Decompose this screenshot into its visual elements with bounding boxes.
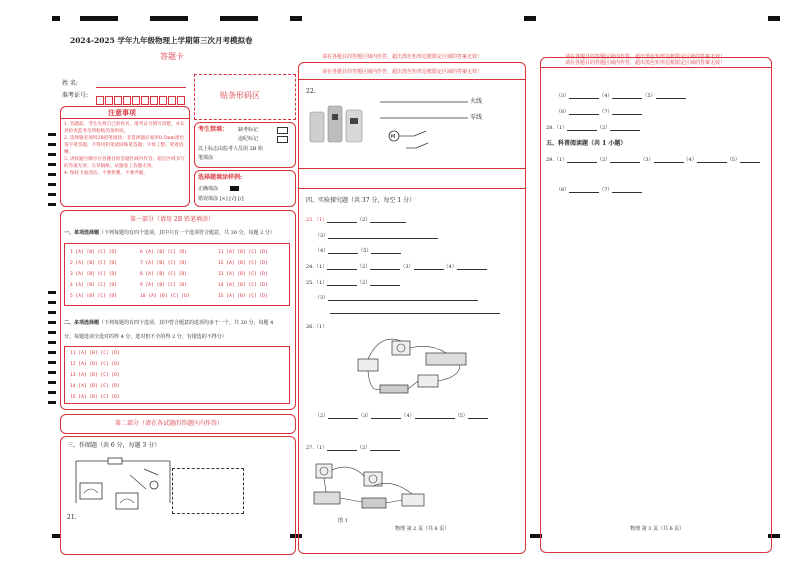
fill-example-title: 选择题填涂样例: — [198, 174, 243, 181]
answer-row[interactable]: 1 [A] [B] [C] [D] — [70, 250, 118, 255]
notes-item: 2. 选择题必须用2B铅笔填涂；非选择题必须用0.5mm黑色签字笔答题，不得用铅笔或圆珠笔答题；字体工整、笔迹清晰。 — [64, 136, 185, 155]
sheet-title: 2024-2025 学年九年级物理上学期第三次月考模拟卷 — [70, 36, 253, 45]
q22-label: 22. — [306, 88, 316, 95]
answer-row[interactable]: 14 [A] [B] [C] [D] — [70, 384, 120, 389]
name-field[interactable] — [96, 87, 186, 88]
answer-row[interactable]: 9 [A] [B] [C] [D] — [140, 283, 188, 288]
circuit-diagram-20 — [74, 455, 174, 513]
warning-text: 请在各题目的答题区域内作答，超出黑色矩形边框限定区域的答案无效！ — [565, 54, 726, 60]
id-label: 准考证号: — [62, 92, 89, 99]
absent-label: 缺考标记 — [238, 127, 259, 133]
answer-row[interactable]: 14 [A] [B] [C] [D] — [218, 283, 268, 288]
barcode-label: 贴条形码区 — [220, 91, 260, 100]
answer-line-25[interactable] — [330, 313, 500, 314]
warning-text: 请在各题目的答题区域内作答，超出黑色矩形边框限定区域的答案无效！ — [565, 60, 726, 66]
answer-row[interactable]: 2 [A] [B] [C] [D] — [70, 261, 118, 266]
socket-photo — [306, 100, 370, 152]
q21-label: 21. — [67, 514, 77, 521]
single-col-1[interactable] — [70, 247, 117, 302]
answer-line-27-cont[interactable]: （6） （7） — [556, 108, 642, 115]
live-wire-label: 火线 — [470, 98, 483, 105]
answer-line-29[interactable]: （6） （7） — [556, 186, 642, 193]
answer-line-26[interactable]: （2） （3） （4） （5） — [315, 412, 488, 419]
answer-line-25[interactable]: 25.（1） （2） — [306, 279, 400, 286]
drawing-title: 三、作图题（共 6 分，每题 3 分） — [67, 442, 161, 449]
single-choice-desc: （下列每题均有四个选项，其中只有一个选项符合题意，共 30 分，每题 2 分） — [99, 230, 275, 236]
q26-label: 26.（1） — [306, 324, 328, 330]
answer-line-24[interactable]: 24.（1） （2） （3） （4） — [306, 263, 487, 270]
figure-caption: 图 1 — [338, 518, 348, 524]
experiment-circuit-26 — [350, 333, 476, 401]
answer-line-25[interactable]: （3） — [315, 294, 478, 301]
multi-choice-desc: （下列每题均有四个选项，其中符合题意的选项均多于一个。共 20 分，每题 4 — [99, 320, 274, 326]
violation-label: 违纪标记 — [238, 136, 259, 142]
drawing-answer-box[interactable] — [172, 468, 244, 514]
single-choice-title: 一、单项选择题 — [64, 230, 100, 236]
answer-row[interactable]: 10 [A] [B] [C] [D] — [140, 294, 190, 299]
neutral-wire-label: 零线 — [470, 114, 483, 121]
answer-row[interactable]: 12 [A] [B] [C] [D] — [218, 261, 268, 266]
violation-checkbox[interactable] — [277, 136, 288, 143]
answer-row[interactable]: 15 [A] [B] [C] [D] — [218, 294, 268, 299]
sheet-subtitle: 答题卡 — [160, 52, 184, 61]
exam-status-label: 考生禁填： — [198, 126, 229, 133]
answer-row[interactable]: 5 [A] [B] [C] [D] — [70, 294, 118, 299]
single-col-2[interactable] — [140, 247, 190, 302]
warning-text: 请在各题目的答题区域内作答，超出黑色矩形边框限定区域的答案无效！ — [322, 69, 483, 75]
answer-line-28[interactable]: 28.（1） （2） — [546, 124, 640, 131]
notes-item: 1. 答题前，考生先将自己的姓名，准考证号填写清楚，并认真检查监考员所粘贴的条形码。 — [64, 122, 185, 134]
svg-text:M: M — [391, 134, 396, 140]
fill-correct-mark — [230, 186, 239, 191]
notes-title: 注意事项 — [108, 108, 136, 117]
wiring-diagram — [380, 98, 470, 156]
page-footer-3: 物理 第 3 页（共 6 页） — [630, 526, 685, 532]
name-label: 姓 名: — [62, 80, 78, 87]
answer-row[interactable]: 11 [A] [B] [C] [D] — [70, 351, 120, 356]
answer-row[interactable]: 8 [A] [B] [C] [D] — [140, 272, 188, 277]
answer-row[interactable]: 6 [A] [B] [C] [D] — [140, 250, 188, 255]
answer-row[interactable]: 13 [A] [B] [C] [D] — [70, 373, 120, 378]
answer-row[interactable]: 7 [A] [B] [C] [D] — [140, 261, 188, 266]
answer-line-27[interactable]: 27.（1） （2） — [306, 444, 400, 451]
exam-status-note: 以上标志由监考人员用 2B 铅 — [198, 146, 264, 152]
part1-title: 第一部分（请用 2B 铅笔填涂） — [130, 216, 215, 223]
notes-item: 3. 请按题号顺序在各题目的答题区域内作答，超出区域书写的答案无效；在草稿纸、试题卷上答题无效。 — [64, 157, 185, 169]
notes-item: 4. 保持卡面清洁，不要折叠、不要弄破。 — [64, 171, 148, 176]
answer-line-29[interactable]: 29.（1） （2） （3） （4） （5） — [546, 156, 760, 163]
answer-row[interactable]: 3 [A] [B] [C] [D] — [70, 272, 118, 277]
reading-title: 五、科普阅读题（共 1 小题） — [546, 140, 627, 147]
answer-line-23[interactable]: （4） （5） — [315, 247, 401, 254]
experiment-figure-1 — [312, 458, 432, 516]
answer-line-27-cont[interactable]: （3） （4） （5） — [556, 92, 686, 99]
fill-wrong-label: 错误填涂 [×] [√] [/] — [198, 196, 244, 202]
part2-title: 第二部分（请在各试题的答题区内作答） — [115, 420, 224, 427]
warning-text: 请在各题目的答题区域内作答，超出黑色矩形边框限定区域的答案无效！ — [322, 54, 483, 60]
exam-status-note: 笔填涂 — [198, 155, 214, 161]
single-col-3[interactable] — [218, 247, 268, 302]
multi-choice-desc: 分。每题选项全选对的得 4 分，选对但不全的得 2 分，有错选的不得分） — [64, 334, 227, 340]
notes-list — [64, 121, 188, 177]
column3-frame — [540, 57, 772, 553]
page-footer-2: 物理 第 2 页（共 6 页） — [395, 526, 450, 532]
answer-row[interactable]: 13 [A] [B] [C] [D] — [218, 272, 268, 277]
answer-row[interactable]: 15 [A] [B] [C] [D] — [70, 395, 120, 400]
answer-line-23[interactable]: （3） — [315, 232, 438, 239]
multi-col[interactable] — [70, 348, 120, 403]
multi-choice-title: 二、多项选择题 — [64, 320, 100, 326]
absent-checkbox[interactable] — [277, 127, 288, 134]
answer-row[interactable]: 4 [A] [B] [C] [D] — [70, 283, 118, 288]
answer-row[interactable]: 11 [A] [B] [C] [D] — [218, 250, 268, 255]
answer-row[interactable]: 12 [A] [B] [C] [D] — [70, 362, 120, 367]
answer-line-23[interactable]: 23.（1） （2） — [306, 216, 406, 223]
fill-correct-label: 正确填涂 — [198, 186, 219, 192]
experiment-title: 四、实验探究题（共 37 分，每空 1 分） — [306, 197, 416, 204]
